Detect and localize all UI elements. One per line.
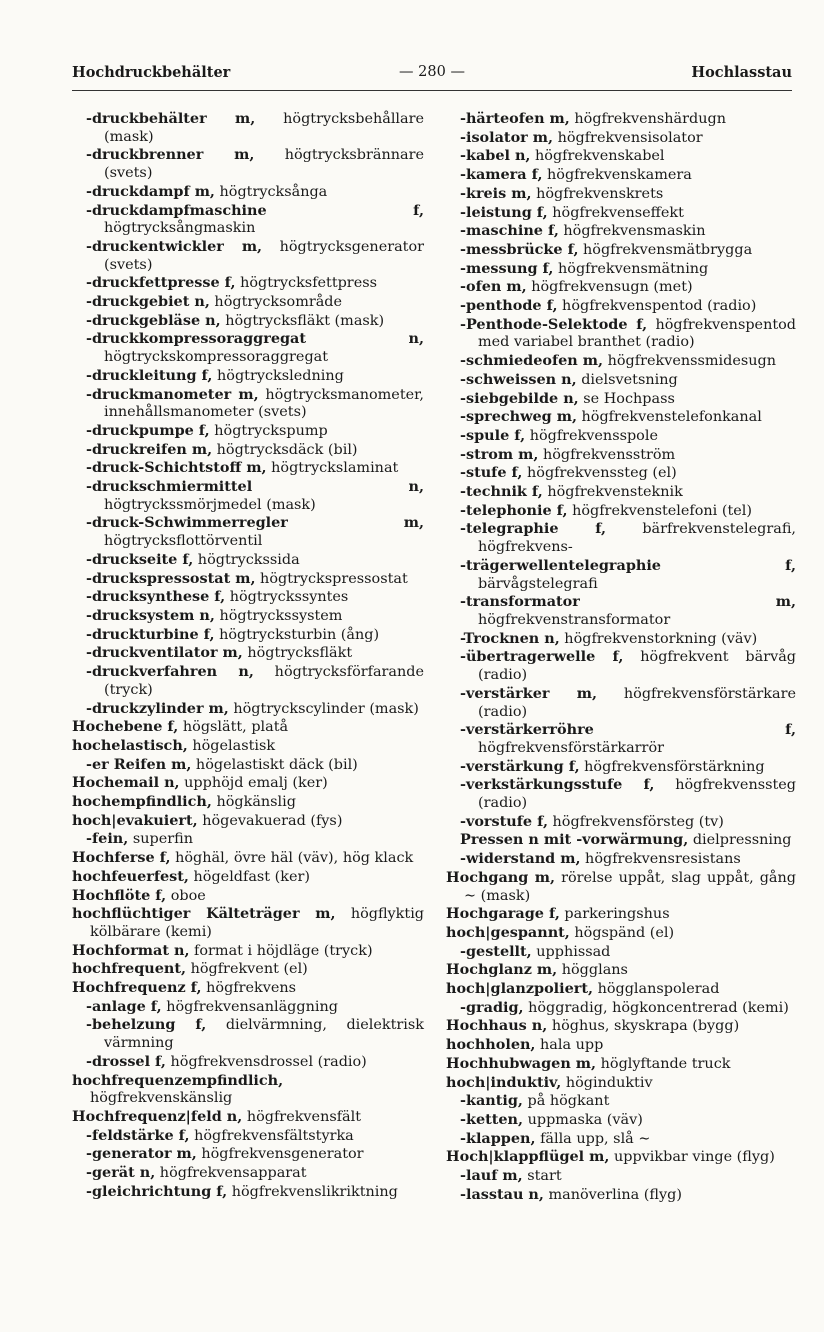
dictionary-entry bbox=[446, 1092, 796, 1111]
entry-translation: höginduktiv bbox=[561, 1074, 653, 1091]
dictionary-entry bbox=[446, 943, 796, 962]
dictionary-entry bbox=[72, 849, 424, 868]
entry-headword: hochfrequent, bbox=[72, 960, 187, 978]
entry-headword: -behelzung f, bbox=[86, 1016, 207, 1034]
entry-headword: -druckseite f, bbox=[86, 550, 194, 568]
dictionary-entry bbox=[446, 1055, 796, 1074]
dictionary-entry bbox=[72, 905, 424, 941]
dictionary-entry bbox=[446, 129, 796, 148]
dictionary-entry bbox=[446, 110, 796, 129]
entry-headword: -verkstärkungsstufe f, bbox=[460, 776, 655, 794]
entry-headword: Pressen n mit -vorwärmung, bbox=[460, 831, 689, 849]
entry-translation: högfrekvensström bbox=[538, 446, 676, 463]
entry-translation: högfrekvensresistans bbox=[580, 851, 741, 868]
entry-headword: -anlage f, bbox=[86, 997, 162, 1015]
entry-headword: -druckschmiermittel n, bbox=[86, 478, 424, 496]
entry-translation: högfrekvensisolator bbox=[553, 129, 703, 146]
entry-headword: -kamera f, bbox=[460, 166, 543, 184]
entry-translation: högfrekvensugn (met) bbox=[526, 279, 693, 296]
entry-translation: högfrekvenstorkning (väv) bbox=[559, 630, 758, 647]
entry-headword: Hochebene f, bbox=[72, 718, 179, 736]
entry-headword: -druckmanometer m, bbox=[86, 385, 259, 403]
entry-translation: högtrycksflottörventil bbox=[104, 533, 263, 550]
dictionary-entry bbox=[72, 756, 424, 775]
entry-translation: högfrekvent (el) bbox=[186, 961, 308, 978]
dictionary-entry bbox=[446, 831, 796, 850]
entry-headword: -übertragerwelle f, bbox=[460, 648, 624, 666]
entry-translation: höggradig, högkoncentrerad (kemi) bbox=[523, 999, 789, 1016]
entry-translation: högtrycksdäck (bil) bbox=[212, 441, 358, 458]
right-column bbox=[446, 110, 796, 1204]
entry-translation: högtrycksturbin (ång) bbox=[214, 626, 380, 643]
entry-headword: -druckspressostat m, bbox=[86, 569, 256, 587]
dictionary-entry bbox=[446, 648, 796, 684]
entry-translation: superfin bbox=[128, 831, 193, 848]
entry-translation: högfrekvensmätbrygga bbox=[578, 241, 753, 258]
dictionary-entry bbox=[446, 260, 796, 279]
entry-headword: -lasstau n, bbox=[460, 1185, 544, 1203]
dictionary-entry bbox=[446, 371, 796, 390]
entry-translation: högfrekvenseffekt bbox=[547, 204, 684, 221]
dictionary-entry bbox=[72, 960, 424, 979]
dictionary-entry bbox=[446, 685, 796, 721]
dictionary-entry bbox=[72, 887, 424, 906]
entry-translation: högfrekvensförstärkning bbox=[579, 758, 765, 775]
dictionary-entry bbox=[446, 924, 796, 943]
dictionary-entry bbox=[446, 502, 796, 521]
entry-translation: bärfrekvenstelegrafi, högfrekvens- bbox=[478, 521, 796, 556]
entry-headword: Hochfrequenz|feld n, bbox=[72, 1107, 243, 1125]
entry-headword: -telegraphie f, bbox=[460, 520, 607, 538]
dictionary-entry bbox=[72, 793, 424, 812]
dictionary-entry bbox=[446, 1017, 796, 1036]
entry-translation: högtryckssystem bbox=[214, 607, 343, 624]
dictionary-entry bbox=[72, 367, 424, 386]
entry-headword: Hochhubwagen m, bbox=[446, 1054, 597, 1072]
entry-headword: -druckleitung f, bbox=[86, 366, 213, 384]
dictionary-entry bbox=[72, 1183, 424, 1202]
entry-translation: högfrekvensanläggning bbox=[161, 998, 338, 1015]
entry-translation: högtrycksgenerator (svets) bbox=[104, 238, 424, 273]
entry-headword: -drucksystem n, bbox=[86, 606, 215, 624]
entry-headword: -sprechweg m, bbox=[460, 408, 577, 426]
entry-translation: högtrycksångmaskin bbox=[104, 220, 256, 237]
entry-headword: -druck-Schichtstoff m, bbox=[86, 459, 267, 477]
dictionary-entry bbox=[446, 593, 796, 629]
entry-translation: högslätt, platå bbox=[178, 719, 289, 736]
entry-translation: högfrekvenskamera bbox=[542, 167, 692, 184]
entry-translation: högtrycksförfarande (tryck) bbox=[104, 664, 425, 698]
entry-headword: -härteofen m, bbox=[460, 110, 570, 127]
dictionary-entry bbox=[446, 278, 796, 297]
entry-headword: hochfeuerfest, bbox=[72, 867, 189, 885]
entry-translation: upphöjd emalj (ker) bbox=[179, 775, 328, 792]
entry-headword: -telephonie f, bbox=[460, 501, 568, 519]
entry-headword: Hochhaus n, bbox=[446, 1017, 548, 1035]
entry-headword: -drucksynthese f, bbox=[86, 588, 226, 606]
dictionary-entry bbox=[72, 737, 424, 756]
dictionary-entry bbox=[72, 312, 424, 331]
entry-translation: högfrekvenshärdugn bbox=[569, 111, 726, 127]
dictionary-entry bbox=[446, 1074, 796, 1093]
dictionary-entry bbox=[72, 441, 424, 460]
entry-headword: -fein, bbox=[86, 830, 129, 848]
dictionary-entry bbox=[446, 166, 796, 185]
entry-translation: högfrekvenspentod (radio) bbox=[557, 298, 757, 315]
entry-headword: hoch|glanzpoliert, bbox=[446, 980, 593, 998]
entry-translation: se Hochpass bbox=[578, 390, 675, 407]
entry-translation: högtrycksfläkt bbox=[242, 645, 353, 662]
dictionary-entry bbox=[72, 570, 424, 589]
entry-headword: -gradig, bbox=[460, 998, 524, 1016]
dictionary-entry bbox=[446, 1148, 796, 1167]
entry-headword: Hochemail n, bbox=[72, 774, 180, 792]
entry-translation: högtryckskompressoraggregat bbox=[104, 349, 329, 366]
entry-headword: -maschine f, bbox=[460, 222, 559, 240]
dictionary-entry bbox=[446, 758, 796, 777]
dictionary-entry bbox=[72, 1108, 424, 1127]
entry-translation: högtrycksbehållare (mask) bbox=[104, 111, 425, 145]
entry-translation: högfrekvensspole bbox=[525, 427, 658, 444]
entry-translation: högfrekvenstelefoni (tel) bbox=[567, 502, 752, 519]
dictionary-entry bbox=[72, 422, 424, 441]
entry-headword: -gleichrichtung f, bbox=[86, 1182, 228, 1200]
entry-headword: hochempfindlich, bbox=[72, 793, 212, 811]
entry-headword: -verstärkung f, bbox=[460, 757, 580, 775]
entry-translation: högtryckspump bbox=[209, 422, 328, 439]
dictionary-entry bbox=[72, 514, 424, 550]
entry-headword: hochfrequenzempfindlich, bbox=[72, 1071, 284, 1089]
entry-headword: -leistung f, bbox=[460, 203, 548, 221]
entry-headword: Hochgarage f, bbox=[446, 905, 560, 923]
entry-headword: -vorstufe f, bbox=[460, 812, 548, 830]
entry-translation: start bbox=[522, 1168, 562, 1185]
entry-headword: Hochflöte f, bbox=[72, 886, 167, 904]
dictionary-entry bbox=[446, 147, 796, 166]
entry-headword: -stufe f, bbox=[460, 464, 523, 482]
entry-translation: dielvärmning, dielektrisk värmning bbox=[104, 1017, 424, 1052]
entry-headword: -druckdampfmaschine f, bbox=[86, 201, 424, 219]
entry-headword: Hochglanz m, bbox=[446, 961, 558, 979]
entry-headword: -messbrücke f, bbox=[460, 240, 579, 258]
dictionary-entry bbox=[72, 979, 424, 998]
entry-headword: -feldstärke f, bbox=[86, 1126, 190, 1144]
entry-headword: Hoch|klappflügel m, bbox=[446, 1148, 610, 1166]
entry-translation: högevakuerad (fys) bbox=[197, 812, 343, 829]
entry-headword: -druckkompressoraggregat n, bbox=[86, 330, 424, 348]
entry-translation: högfrekvensmätning bbox=[553, 260, 709, 277]
dictionary-entry bbox=[72, 626, 424, 645]
entry-translation: högtryckssida bbox=[193, 551, 300, 568]
entry-translation: höglyftande truck bbox=[596, 1055, 731, 1072]
dictionary-entry bbox=[446, 869, 796, 905]
dictionary-entry bbox=[446, 297, 796, 316]
entry-translation: parkeringshus bbox=[559, 906, 670, 923]
entry-headword: -gerät n, bbox=[86, 1164, 156, 1182]
entry-headword: hochflüchtiger Kälteträger m, bbox=[72, 905, 336, 923]
dictionary-entry bbox=[446, 427, 796, 446]
dictionary-entry bbox=[446, 721, 796, 757]
entry-translation: högfrekvensförsteg (tv) bbox=[547, 813, 724, 830]
entry-translation: högtryckscylinder (mask) bbox=[228, 700, 419, 717]
dictionary-entry bbox=[72, 459, 424, 478]
entry-translation: uppvikbar vinge (flyg) bbox=[609, 1149, 775, 1166]
dictionary-entry bbox=[72, 386, 424, 422]
dictionary-entry bbox=[72, 868, 424, 887]
entry-headword: Hochformat n, bbox=[72, 941, 190, 959]
entry-headword: -widerstand m, bbox=[460, 850, 581, 868]
entry-headword: -verstärkerröhre f, bbox=[460, 721, 796, 739]
entry-headword: hoch|gespannt, bbox=[446, 923, 570, 941]
entry-headword: -generator m, bbox=[86, 1145, 197, 1163]
dictionary-entry bbox=[72, 607, 424, 626]
entry-headword: -druckdampf m, bbox=[86, 182, 215, 200]
entry-translation: uppmaska (väv) bbox=[523, 1111, 643, 1128]
entry-translation: högfrekvenstransformator bbox=[478, 611, 671, 628]
entry-headword: -druckgebläse n, bbox=[86, 311, 221, 329]
entry-translation: dielsvetsning bbox=[576, 371, 678, 388]
entry-translation: på högkant bbox=[522, 1093, 610, 1110]
entry-headword: -messung f, bbox=[460, 259, 554, 277]
entry-translation: dielpressning bbox=[688, 832, 792, 849]
dictionary-entry bbox=[72, 718, 424, 737]
entry-headword: -Trocknen n, bbox=[460, 629, 560, 647]
entry-translation: oboe bbox=[166, 887, 206, 904]
entry-translation: högfrekvensmaskin bbox=[558, 223, 706, 240]
entry-translation: högtrycksmanometer, innehållsmanometer (svets) bbox=[104, 386, 424, 421]
entry-translation: högfrekvensförstärkarrör bbox=[478, 739, 664, 756]
dictionary-entry bbox=[446, 390, 796, 409]
entry-translation: högfrekvensförstärkare (radio) bbox=[478, 685, 796, 720]
entry-headword: -kantig, bbox=[460, 1092, 523, 1110]
dictionary-entry bbox=[446, 241, 796, 260]
dictionary-entry bbox=[72, 202, 424, 238]
entry-headword: Hochfrequenz f, bbox=[72, 979, 202, 997]
dictionary-entry bbox=[446, 630, 796, 649]
entry-headword: hoch|evakuiert, bbox=[72, 811, 198, 829]
entry-translation: högfrekvensteknik bbox=[542, 484, 683, 501]
dictionary-entry bbox=[446, 1111, 796, 1130]
entry-translation: manöverlina (flyg) bbox=[543, 1186, 682, 1203]
dictionary-entry bbox=[72, 238, 424, 274]
entry-headword: -druckreifen m, bbox=[86, 440, 213, 458]
entry-translation: högelastisk bbox=[187, 737, 276, 754]
entry-translation: högfrekvenstelefonkanal bbox=[576, 409, 762, 426]
entry-translation: högfrekvenskänslig bbox=[90, 1090, 233, 1107]
dictionary-entry bbox=[72, 1127, 424, 1146]
dictionary-entry bbox=[446, 905, 796, 924]
entry-headword: -druckfettpresse f, bbox=[86, 274, 236, 292]
page-header bbox=[72, 64, 792, 86]
entry-translation: högspänd (el) bbox=[569, 924, 675, 941]
dictionary-entry bbox=[446, 316, 796, 352]
entry-headword: -strom m, bbox=[460, 445, 539, 463]
entry-translation: rörelse uppåt, slag uppåt, gång ∼ (mask) bbox=[464, 869, 796, 904]
dictionary-entry bbox=[72, 700, 424, 719]
entry-headword: -drossel f, bbox=[86, 1052, 166, 1070]
entry-translation: högtryckslaminat bbox=[266, 460, 399, 477]
dictionary-entry bbox=[446, 483, 796, 502]
entry-headword: -technik f, bbox=[460, 483, 543, 501]
dictionary-entry bbox=[446, 1130, 796, 1149]
entry-translation: högtrycksbrännare (svets) bbox=[104, 147, 424, 182]
entry-translation: högtrycksånga bbox=[214, 183, 328, 200]
dictionary-entry bbox=[446, 1167, 796, 1186]
entry-headword: -schmiedeofen m, bbox=[460, 352, 604, 370]
dictionary-entry bbox=[446, 408, 796, 427]
entry-headword: -ofen m, bbox=[460, 278, 527, 296]
entry-headword: -isolator m, bbox=[460, 128, 554, 146]
dictionary-entry bbox=[446, 352, 796, 371]
dictionary-entry bbox=[72, 644, 424, 663]
entry-translation: högtryckspressostat bbox=[255, 570, 408, 587]
entry-translation: högfrekvensgenerator bbox=[196, 1146, 364, 1163]
dictionary-entry bbox=[446, 446, 796, 465]
dictionary-entry bbox=[446, 520, 796, 556]
entry-translation: höghus, skyskrapa (bygg) bbox=[547, 1018, 740, 1035]
entry-headword: -transformator m, bbox=[460, 593, 796, 611]
dictionary-entry bbox=[446, 204, 796, 223]
dictionary-entry bbox=[72, 293, 424, 312]
entry-translation: högfrekvensfältstyrka bbox=[189, 1127, 354, 1144]
entry-headword: -druckentwickler m, bbox=[86, 237, 263, 255]
dictionary-entry bbox=[72, 774, 424, 793]
dictionary-entry bbox=[446, 776, 796, 812]
dictionary-entry bbox=[72, 998, 424, 1017]
entry-headword: hoch|induktiv, bbox=[446, 1073, 562, 1091]
entry-translation: högfrekvenspentod med variabel branthet (radio) bbox=[478, 316, 796, 351]
left-guide-word: Hochdruckbehälter bbox=[72, 64, 231, 81]
entry-headword: -Penthode-Selektode f, bbox=[460, 315, 648, 333]
dictionary-entry bbox=[72, 330, 424, 366]
entry-headword: -druckbrenner m, bbox=[86, 146, 255, 164]
entry-translation: högfrekvenssteg (radio) bbox=[478, 777, 796, 812]
page-number: — 280 — bbox=[399, 64, 465, 80]
dictionary-entry bbox=[72, 812, 424, 831]
dictionary-entry bbox=[446, 222, 796, 241]
entry-headword: -druckgebiet n, bbox=[86, 293, 210, 311]
right-guide-word: Hochlasstau bbox=[691, 64, 792, 81]
entry-translation: högfrekvensdrossel (radio) bbox=[165, 1053, 367, 1070]
entry-translation: högfrekvenslikriktning bbox=[227, 1183, 398, 1200]
entry-translation: högtryckssmörjmedel (mask) bbox=[104, 496, 316, 513]
entry-headword: hochholen, bbox=[446, 1036, 536, 1054]
entry-headword: -gestellt, bbox=[460, 942, 532, 960]
dictionary-entry bbox=[446, 185, 796, 204]
entry-headword: Hochgang m, bbox=[446, 868, 556, 886]
entry-translation: högtrycksfläkt (mask) bbox=[220, 312, 385, 329]
dictionary-entry bbox=[72, 146, 424, 182]
entry-headword: -kabel n, bbox=[460, 147, 531, 165]
entry-translation: högfrekvent bärvåg (radio) bbox=[478, 649, 796, 684]
dictionary-entry bbox=[446, 999, 796, 1018]
entry-translation: upphissad bbox=[531, 943, 611, 960]
entry-headword: -verstärker m, bbox=[460, 684, 598, 702]
entry-translation: högeldfast (ker) bbox=[188, 868, 310, 885]
entry-headword: -klappen, bbox=[460, 1129, 536, 1147]
entry-translation: högtrycksområde bbox=[209, 294, 343, 311]
entry-headword: -druckturbine f, bbox=[86, 625, 215, 643]
entry-translation: högfrekvenssmidesugn bbox=[603, 353, 776, 370]
entry-headword: -lauf m, bbox=[460, 1167, 523, 1185]
entry-headword: -kreis m, bbox=[460, 184, 532, 202]
entry-translation: högelastiskt däck (bil) bbox=[191, 756, 358, 773]
entry-translation: fälla upp, slå ∼ bbox=[535, 1130, 651, 1147]
entry-translation: högfrekvenssteg (el) bbox=[522, 465, 677, 482]
entry-headword: hochelastisch, bbox=[72, 736, 188, 754]
dictionary-entry bbox=[72, 830, 424, 849]
entry-translation: högkänslig bbox=[211, 794, 296, 811]
dictionary-entry bbox=[446, 961, 796, 980]
dictionary-entry bbox=[72, 663, 424, 699]
entry-headword: -spule f, bbox=[460, 426, 526, 444]
dictionary-entry bbox=[446, 557, 796, 593]
entry-headword: -ketten, bbox=[460, 1110, 524, 1128]
entry-headword: -druckventilator m, bbox=[86, 644, 243, 662]
dictionary-entry bbox=[72, 588, 424, 607]
entry-translation: högtrycksledning bbox=[212, 367, 344, 384]
entry-headword: -druckbehälter m, bbox=[86, 110, 256, 127]
entry-translation: högfrekvenskrets bbox=[531, 185, 664, 202]
entry-translation: högflyktig kölbärare (kemi) bbox=[90, 906, 425, 940]
entry-translation: högfrekvensapparat bbox=[155, 1165, 307, 1182]
entry-headword: -trägerwellentelegraphie f, bbox=[460, 556, 796, 574]
dictionary-entry bbox=[446, 813, 796, 832]
entry-translation: högglans bbox=[557, 962, 628, 979]
entry-translation: högtryckssyntes bbox=[225, 589, 349, 606]
dictionary-entry bbox=[446, 1036, 796, 1055]
dictionary-entry bbox=[72, 478, 424, 514]
entry-translation: höghäl, övre häl (väv), hög klack bbox=[170, 850, 414, 867]
dictionary-entry bbox=[72, 1072, 424, 1108]
dictionary-entry bbox=[446, 464, 796, 483]
entry-headword: -druckverfahren n, bbox=[86, 663, 254, 681]
entry-headword: -druckzylinder m, bbox=[86, 699, 229, 717]
dictionary-entry bbox=[72, 1145, 424, 1164]
entry-translation: högfrekvenskabel bbox=[530, 148, 665, 165]
dictionary-entry bbox=[72, 1016, 424, 1052]
entry-headword: -er Reifen m, bbox=[86, 755, 192, 773]
dictionary-entry bbox=[446, 980, 796, 999]
dictionary-entry bbox=[446, 850, 796, 869]
entry-translation: högfrekvens bbox=[201, 980, 297, 997]
entry-translation: hala upp bbox=[535, 1037, 604, 1054]
entry-headword: -druck-Schwimmerregler m, bbox=[86, 514, 424, 532]
entry-headword: -siebgebilde n, bbox=[460, 389, 579, 407]
entry-translation: högglanspolerad bbox=[593, 981, 720, 998]
dictionary-entry bbox=[72, 1164, 424, 1183]
entry-headword: -penthode f, bbox=[460, 297, 558, 315]
dictionary-entry bbox=[72, 551, 424, 570]
dictionary-entry bbox=[72, 110, 424, 146]
entry-translation: högtrycksfettpress bbox=[235, 275, 377, 292]
dictionary-entry bbox=[72, 183, 424, 202]
entry-translation: bärvågstelegrafi bbox=[478, 575, 598, 592]
dictionary-entry bbox=[446, 1186, 796, 1205]
dictionary-entry bbox=[72, 274, 424, 293]
dictionary-entry bbox=[72, 942, 424, 961]
dictionary-entry bbox=[72, 1053, 424, 1072]
entry-translation: format i höjdläge (tryck) bbox=[189, 942, 373, 959]
entry-translation: högfrekvensfält bbox=[242, 1108, 362, 1125]
entry-headword: Hochferse f, bbox=[72, 849, 171, 867]
header-rule bbox=[72, 90, 792, 91]
entry-headword: -druckpumpe f, bbox=[86, 421, 210, 439]
entry-headword: -schweissen n, bbox=[460, 370, 577, 388]
left-column bbox=[72, 110, 424, 1201]
